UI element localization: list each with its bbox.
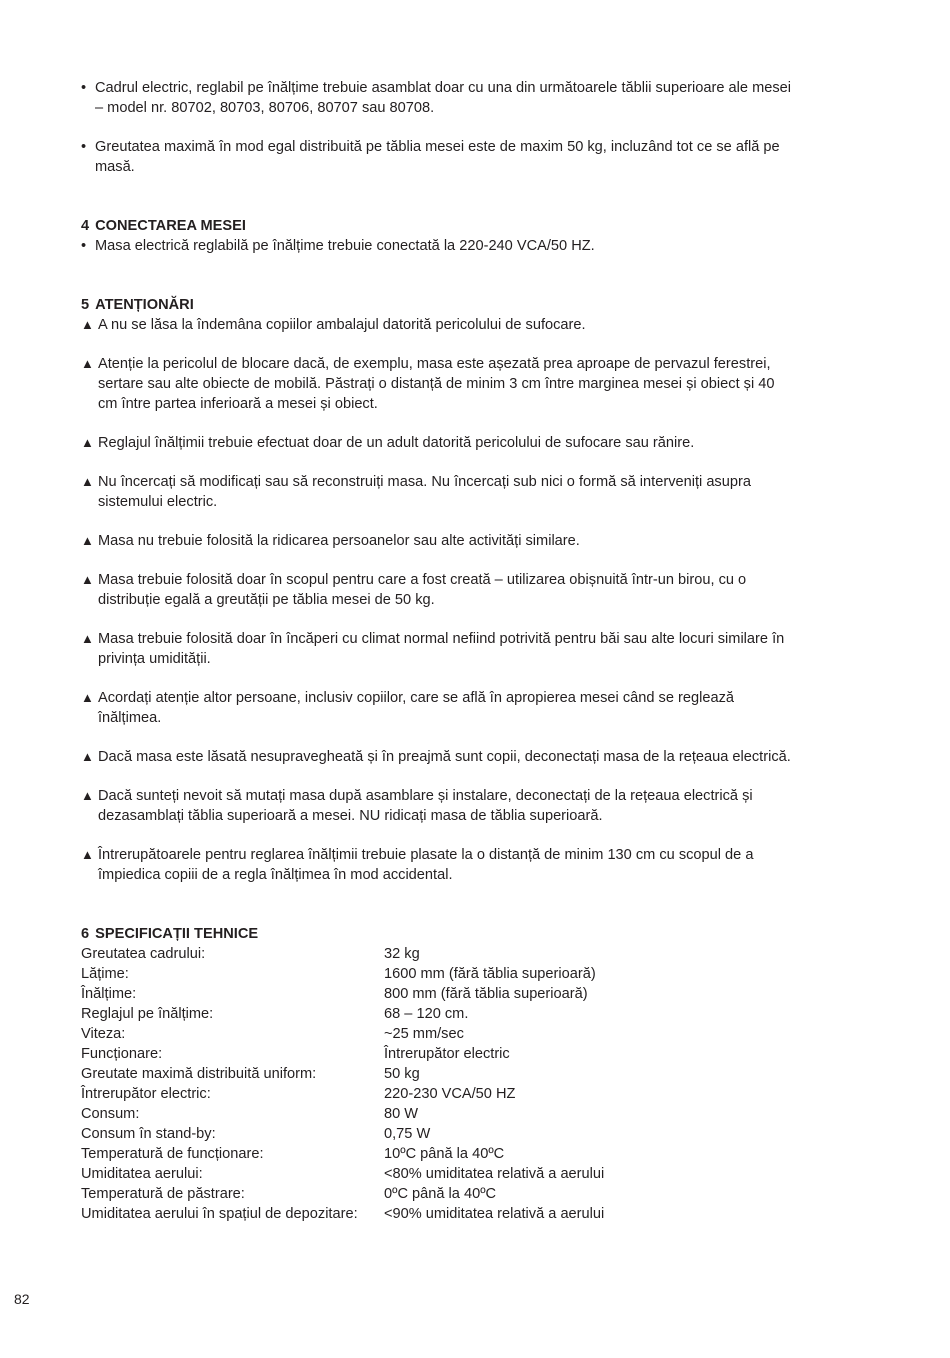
bullet-text: Masa electrică reglabilă pe înălțime trebuie conectată la 220-240 VCA/50 HZ. (95, 238, 595, 254)
warning-item (81, 688, 791, 728)
section-title: SPECIFICAȚII TEHNICE (95, 926, 259, 942)
spec-value: 800 mm (fără tăblia superioară) (384, 986, 588, 1002)
warning-text: Masa trebuie folosită doar în încăperi cu climat normal nefiind potrivită pentru băi sau alte locuri similare în privința umidității. (98, 631, 785, 667)
spec-value: 32 kg (384, 946, 420, 962)
warning-text: A nu se lăsa la îndemâna copiilor ambalajul datorită pericolului de sufocare. (98, 317, 586, 333)
warning-triangle-icon: ▲ (81, 572, 94, 587)
connection-bullet (81, 236, 791, 256)
spec-value: 80 W (384, 1106, 419, 1122)
warning-triangle-icon: ▲ (81, 474, 94, 489)
warning-item (81, 433, 791, 453)
intro-bullet (81, 78, 791, 118)
warning-triangle-icon: ▲ (81, 749, 94, 764)
section-number: 5 (81, 297, 90, 313)
page-number: 82 (14, 1291, 30, 1307)
spec-label: Greutatea cadrului: (81, 946, 206, 962)
spec-value: 0ºC până la 40ºC (384, 1186, 497, 1202)
warning-item (81, 570, 791, 610)
section-number: 6 (81, 926, 90, 942)
warning-item (81, 845, 791, 885)
section-number: 4 (81, 218, 90, 234)
warning-triangle-icon: ▲ (81, 435, 94, 450)
spec-value: Întrerupător electric (384, 1046, 510, 1062)
spec-value: <90% umiditatea relativă a aerului (384, 1206, 605, 1222)
warning-item (81, 472, 791, 512)
spec-label: Consum: (81, 1106, 140, 1122)
warning-item (81, 315, 791, 335)
spec-label: Consum în stand-by: (81, 1126, 216, 1142)
warning-text: Nu încercați să modificați sau să reconstruiți masa. Nu încercați sub nici o formă să interveniți asupra sistemului electric. (98, 474, 751, 510)
section-title: ATENȚIONĂRI (95, 297, 194, 313)
warning-item (81, 531, 791, 551)
bullet-marker: • (81, 139, 87, 155)
warning-item (81, 747, 791, 767)
bullet-marker: • (81, 238, 87, 254)
warning-text: Dacă masa este lăsată nesupravegheată și în preajmă sunt copii, deconectați masa de la rețeaua electrică. (98, 749, 791, 765)
specs-table (81, 944, 791, 1224)
bullet-text: Cadrul electric, reglabil pe înălțime trebuie asamblat doar cu una din următoarele tăblii superioare ale mesei – model nr. 80702, 80703, 80706, 80707 sau 80708. (95, 80, 792, 116)
spec-value: 68 – 120 cm. (384, 1006, 469, 1022)
spec-label: Temperatură de păstrare: (81, 1186, 245, 1202)
warning-triangle-icon: ▲ (81, 690, 94, 705)
section-4-heading (81, 216, 791, 236)
warning-text: Masa trebuie folosită doar în scopul pentru care a fost creată – utilizarea obișnuită într-un birou, cu o distribuție egală a greutății pe tăblia mesei de 50 kg. (98, 572, 747, 608)
warning-triangle-icon: ▲ (81, 631, 94, 646)
warning-text: Acordați atenție altor persoane, inclusiv copiilor, care se află în apropierea mesei când se reglează înălțimea. (98, 690, 734, 726)
warning-item (81, 629, 791, 669)
spec-label: Umiditatea aerului în spațiul de depozitare: (81, 1206, 358, 1222)
spec-label: Greutate maximă distribuită uniform: (81, 1066, 317, 1082)
spec-label: Lățime: (81, 966, 129, 982)
spec-value: 0,75 W (384, 1126, 431, 1142)
section-5-heading (81, 295, 791, 315)
spec-value: 10ºC până la 40ºC (384, 1146, 505, 1162)
page-content (81, 78, 791, 1224)
intro-bullet (81, 137, 791, 177)
warning-triangle-icon: ▲ (81, 847, 94, 862)
warning-triangle-icon: ▲ (81, 788, 94, 803)
spec-value: <80% umiditatea relativă a aerului (384, 1166, 605, 1182)
bullet-text: Greutatea maximă în mod egal distribuită pe tăblia mesei este de maxim 50 kg, incluzând tot ce se află pe masă. (95, 139, 780, 175)
section-title: CONECTAREA MESEI (95, 218, 246, 234)
warning-text: Întrerupătoarele pentru reglarea înălțimii trebuie plasate la o distanță de minim 130 cm cu scopul de a împiedica copiii de a regla înălțimea în mod accidental. (98, 847, 754, 883)
spec-value: ~25 mm/sec (384, 1026, 464, 1042)
warning-item (81, 786, 791, 826)
warnings-list (81, 315, 791, 885)
spec-label: Funcționare: (81, 1046, 163, 1062)
section-6-heading (81, 924, 791, 944)
spec-label: Întrerupător electric: (81, 1086, 211, 1102)
spec-label: Viteza: (81, 1026, 126, 1042)
warning-text: Dacă sunteți nevoit să mutați masa după asamblare și instalare, deconectați de la rețeaua electrică și dezasamblați tăblia superioară a mesei. NU ridicați masa de tăblia superioară. (98, 788, 753, 824)
warning-text: Masa nu trebuie folosită la ridicarea persoanelor sau alte activități similare. (98, 533, 580, 549)
bullet-marker: • (81, 80, 87, 96)
spec-value: 220-230 VCA/50 HZ (384, 1086, 516, 1102)
warning-text: Reglajul înălțimii trebuie efectuat doar de un adult datorită pericolului de sufocare sau rănire. (98, 435, 695, 451)
spec-label: Reglajul pe înălțime: (81, 1006, 214, 1022)
spec-value: 50 kg (384, 1066, 420, 1082)
warning-triangle-icon: ▲ (81, 356, 94, 371)
spec-label: Temperatură de funcționare: (81, 1146, 264, 1162)
spec-label: Umiditatea aerului: (81, 1166, 203, 1182)
warning-text: Atenție la pericolul de blocare dacă, de exemplu, masa este așezată prea aproape de pervazul ferestrei, sertare sau alte obiecte de mobilă. Păstrați o distanță de minim 3 cm între marginea mesei și obiect și 40 cm între partea inferioară a mesei și obiect. (98, 356, 775, 412)
warning-item (81, 354, 791, 414)
warning-triangle-icon: ▲ (81, 317, 94, 332)
spec-value: 1600 mm (fără tăblia superioară) (384, 966, 596, 982)
spec-label: Înălțime: (81, 986, 137, 1002)
warning-triangle-icon: ▲ (81, 533, 94, 548)
